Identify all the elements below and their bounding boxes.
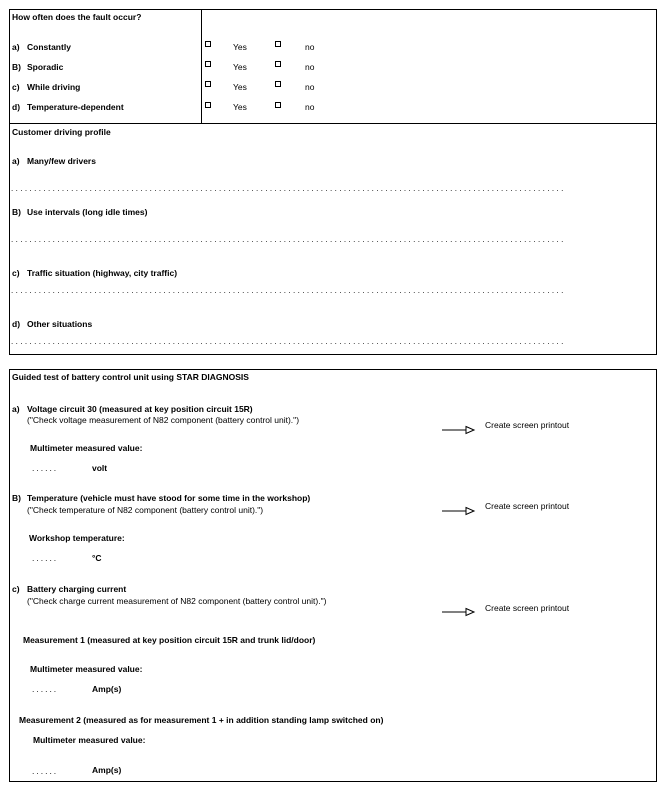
value-blank[interactable]: ......: [32, 684, 59, 694]
frequency-row-letter: c): [12, 82, 20, 92]
answer-dotted-line[interactable]: ........................................................................................................................: [11, 235, 566, 244]
voltage-heading: Voltage circuit 30 (measured at key position circuit 15R): [27, 404, 253, 414]
measurement-2-heading: Measurement 2 (measured as for measurement 1 + in addition standing lamp switched on): [19, 715, 384, 725]
arrow-right-icon: [442, 608, 476, 616]
frequency-row-letter: a): [12, 42, 20, 52]
fault-profile-box: [9, 9, 657, 355]
section-letter: B): [12, 493, 21, 503]
profile-item-label: Many/few drivers: [27, 156, 96, 166]
guided-test-title: Guided test of battery control unit using STAR DIAGNOSIS: [12, 372, 249, 382]
screen-printout-label: Create screen printout: [485, 603, 570, 613]
amps-unit: Amp(s): [92, 684, 122, 694]
no-label: no: [305, 102, 315, 112]
measurement-1-heading: Measurement 1 (measured at key position circuit 15R and trunk lid/door): [23, 635, 316, 645]
yes-checkbox[interactable]: [205, 41, 211, 47]
temperature-heading: Temperature (vehicle must have stood for some time in the workshop): [27, 493, 311, 503]
no-label: no: [305, 62, 315, 72]
frequency-row-letter: B): [12, 62, 21, 72]
section-letter: a): [12, 404, 20, 414]
yes-checkbox[interactable]: [205, 102, 211, 108]
frequency-row-label: Temperature-dependent: [27, 102, 124, 112]
yes-label: Yes: [233, 102, 247, 112]
frequency-row-label: Constantly: [27, 42, 71, 52]
frequency-row-label: Sporadic: [27, 62, 64, 72]
yes-label: Yes: [233, 42, 247, 52]
no-label: no: [305, 42, 315, 52]
answer-dotted-line[interactable]: ........................................................................................................................: [11, 337, 566, 346]
frequency-column-divider: [201, 9, 202, 123]
profile-item-label: Use intervals (long idle times): [27, 207, 148, 217]
celsius-unit: °C: [92, 553, 102, 563]
temperature-instruction: ("Check temperature of N82 component (battery control unit)."): [27, 505, 264, 515]
frequency-row-letter: d): [12, 102, 21, 112]
screen-printout-label: Create screen printout: [485, 501, 570, 511]
amps-unit: Amp(s): [92, 765, 122, 775]
arrow-right-icon: [442, 426, 476, 434]
multimeter-value-label: Multimeter measured value:: [30, 664, 143, 674]
arrow-right-icon: [442, 507, 476, 515]
profile-item-letter: a): [12, 156, 20, 166]
profile-item-letter: d): [12, 319, 21, 329]
charging-current-instruction: ("Check charge current measurement of N82 component (battery control unit)."): [27, 596, 327, 606]
no-label: no: [305, 82, 315, 92]
no-checkbox[interactable]: [275, 41, 281, 47]
frequency-section-divider: [9, 123, 657, 124]
volt-unit: volt: [92, 463, 108, 473]
value-blank[interactable]: ......: [32, 553, 59, 563]
answer-dotted-line[interactable]: ........................................................................................................................: [11, 286, 566, 295]
screen-printout-label: Create screen printout: [485, 420, 570, 430]
yes-checkbox[interactable]: [205, 81, 211, 87]
frequency-row-label: While driving: [27, 82, 81, 92]
multimeter-value-label: Multimeter measured value:: [33, 735, 146, 745]
yes-checkbox[interactable]: [205, 61, 211, 67]
no-checkbox[interactable]: [275, 81, 281, 87]
profile-item-letter: c): [12, 268, 20, 278]
voltage-instruction: ("Check voltage measurement of N82 component (battery control unit)."): [27, 415, 300, 425]
answer-dotted-line[interactable]: ........................................................................................................................: [11, 184, 566, 193]
profile-item-label: Other situations: [27, 319, 93, 329]
profile-item-label: Traffic situation (highway, city traffic): [27, 268, 178, 278]
profile-item-letter: B): [12, 207, 21, 217]
frequency-title: How often does the fault occur?: [12, 12, 142, 22]
value-blank[interactable]: ......: [32, 463, 59, 473]
multimeter-value-label: Multimeter measured value:: [30, 443, 143, 453]
charging-current-heading: Battery charging current: [27, 584, 127, 594]
value-blank[interactable]: ......: [32, 766, 59, 776]
section-letter: c): [12, 584, 20, 594]
profile-title: Customer driving profile: [12, 127, 111, 137]
yes-label: Yes: [233, 82, 247, 92]
no-checkbox[interactable]: [275, 102, 281, 108]
yes-label: Yes: [233, 62, 247, 72]
no-checkbox[interactable]: [275, 61, 281, 67]
workshop-temperature-label: Workshop temperature:: [29, 533, 125, 543]
